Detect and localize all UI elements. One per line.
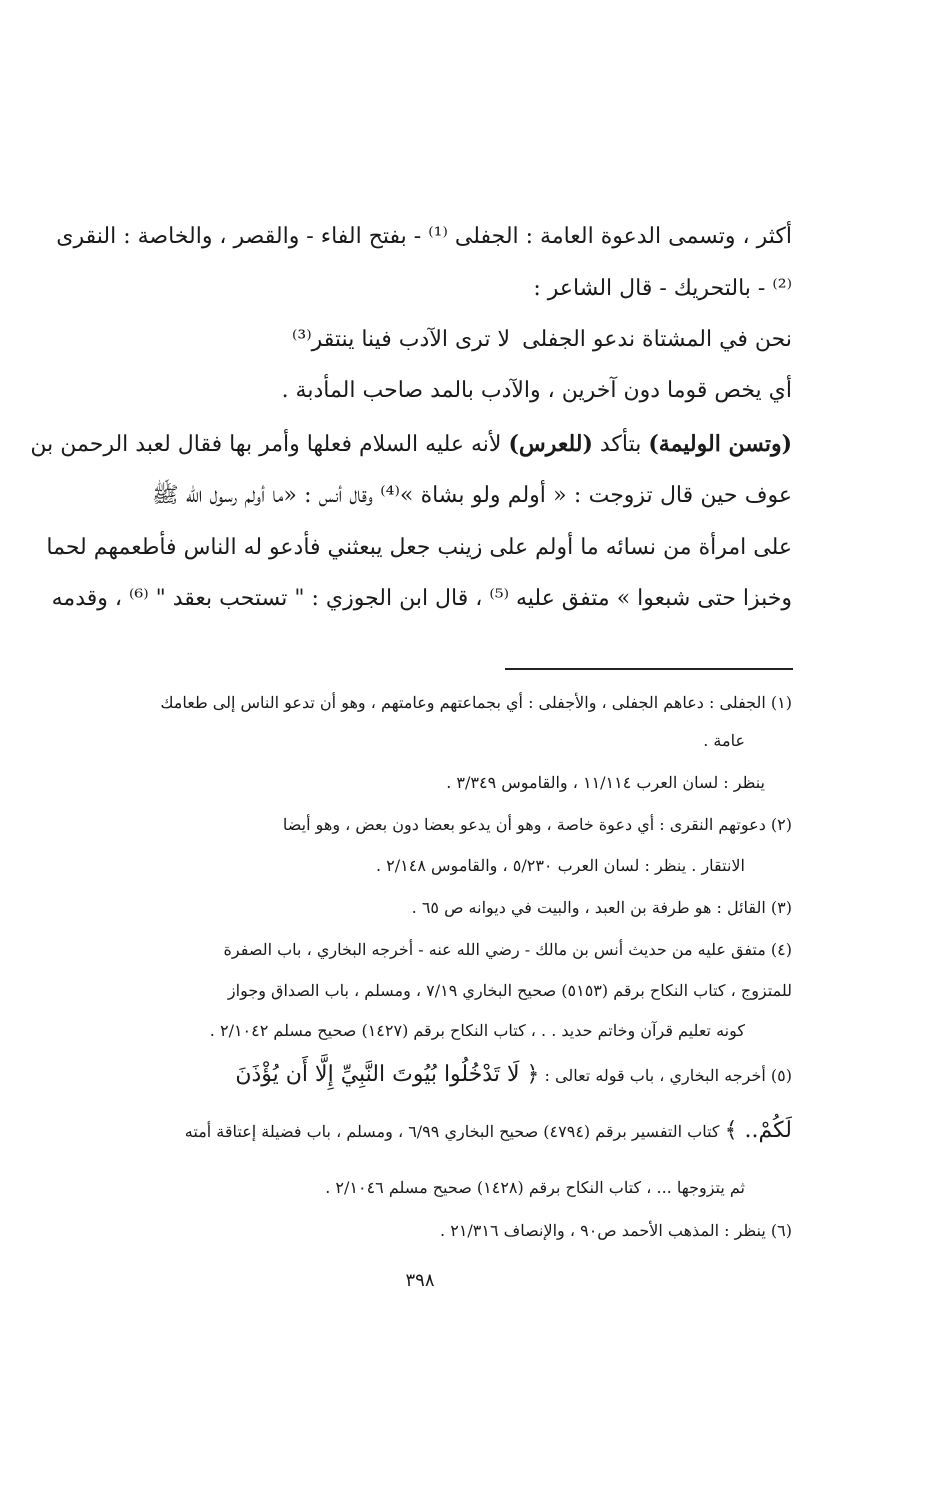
footnote-4-line-1: (٤) متفق عليه من حديث أنس بن مالك - رضي الله عنه - أخرجه البخاري ، باب الصفرة — [223, 940, 792, 959]
footnote-5-line-3: ثم يتزوجها ... ، كتاب النكاح برقم (١٤٢٨) صحيح مسلم ٢/١٠٤٦ . — [325, 1178, 745, 1197]
poem-verse-first-hemistich: نحن في المشتاة ندعو الجفلى — [522, 327, 792, 352]
footnote-4-line-2: للمتزوج ، كتاب النكاح برقم (٥١٥٣) صحيح البخاري ٧/١٩ ، ومسلم ، باب الصداق وجواز — [227, 981, 792, 1000]
footnote-2-line-1: (٢) دعوتهم النقرى : أي دعوة خاصة ، وهو أن يدعو بعضا دون بعض ، وهو أيضا — [282, 815, 792, 834]
footnote-4-line-3: كونه تعليم قرآن وخاتم حديد . . ، كتاب النكاح برقم (١٤٢٧) صحيح مسلم ٢/١٠٤٢ . — [209, 1021, 745, 1040]
quran-verse-excerpt-end: لَكُمْ.. ﴾ — [724, 1118, 792, 1143]
footnote-5-line-1 — [152, 1062, 792, 1089]
footnote-divider — [505, 668, 793, 670]
footnote-5-citation: كتاب التفسير برقم (٤٧٩٤) صحيح البخاري ٦/٩٩ ، ومسلم ، باب فضيلة إعتاقة أمته — [184, 1122, 725, 1141]
bold-term-walima: (وتسن الوليمة) — [648, 431, 792, 457]
footnote-5-intro: (٥) أخرجه البخاري ، باب قوله تعالى : — [544, 1066, 792, 1085]
quran-verse-excerpt: ﴿ لَا تَدْخُلُوا بُيُوتَ النَّبِيِّ إِلَّا أَن يُؤْذَنَ — [235, 1062, 540, 1087]
footnote-1-line-2: عامة . — [703, 731, 745, 750]
footnote-1-line-3: ينظر : لسان العرب ١١/١١٤ ، والقاموس ٣/٣٤٩ . — [446, 773, 765, 792]
footnote-2-line-2: الانتقار . ينظر : لسان العرب ٥/٢٣٠ ، والقاموس ٢/١٤٨ . — [376, 856, 745, 875]
footnote-1-line-1: (١) الجفلى : دعاهم الجفلى ، والأجفلى : أي بجماعتهم وعامتهم ، وهو أن تدعو الناس إلى طعامك — [160, 693, 792, 712]
body-line-8: وخبزا حتى شبعوا » متفق عليه ⁽⁵⁾ ، قال ابن الجوزي : " تستحب بعقد " ⁽⁶⁾ ، وقدمه — [51, 586, 792, 611]
footnote-6: (٦) ينظر : المذهب الأحمد ص٩٠ ، والإنصاف ٢١/٣١٦ . — [440, 1221, 792, 1240]
body-line-1: أكثر ، وتسمى الدعوة العامة : الجفلى ⁽¹⁾ - بفتح الفاء - والقصر ، والخاصة : النقرى — [56, 224, 792, 249]
poem-verse-second-hemistich: لا ترى الآدب فينا ينتقر⁽³⁾ — [292, 327, 510, 352]
body-line-2: ⁽²⁾ - بالتحريك - قال الشاعر : — [533, 276, 792, 301]
body-line-5-rest: لأنه عليه السلام فعلها وأمر بها فقال لعبد الرحمن بن — [30, 432, 509, 457]
body-line-5 — [30, 427, 792, 462]
body-line-7: على امرأة من نسائه ما أولم على زينب جعل يبعثني فأدعو له الناس فأطعمهم لحما — [46, 535, 792, 560]
footnote-5-line-2 — [152, 1118, 792, 1145]
page-number: ٣٩٨ — [405, 1270, 435, 1291]
body-line-5-mid: بتأكد — [592, 432, 649, 457]
body-line-6: عوف حين قال تزوجت : « أولم ولو بشاة »⁽⁴⁾ وقال أنس : «ما أولم رسول الله ﷺ — [152, 483, 792, 508]
body-line-4: أي يخص قوما دون آخرين ، والآدب بالمد صاحب المأدبة . — [281, 378, 792, 403]
bold-term-urs: (للعرس) — [508, 431, 593, 457]
footnote-3: (٣) القائل : هو طرفة بن العبد ، والبيت في ديوانه ص ٦٥ . — [411, 898, 792, 917]
